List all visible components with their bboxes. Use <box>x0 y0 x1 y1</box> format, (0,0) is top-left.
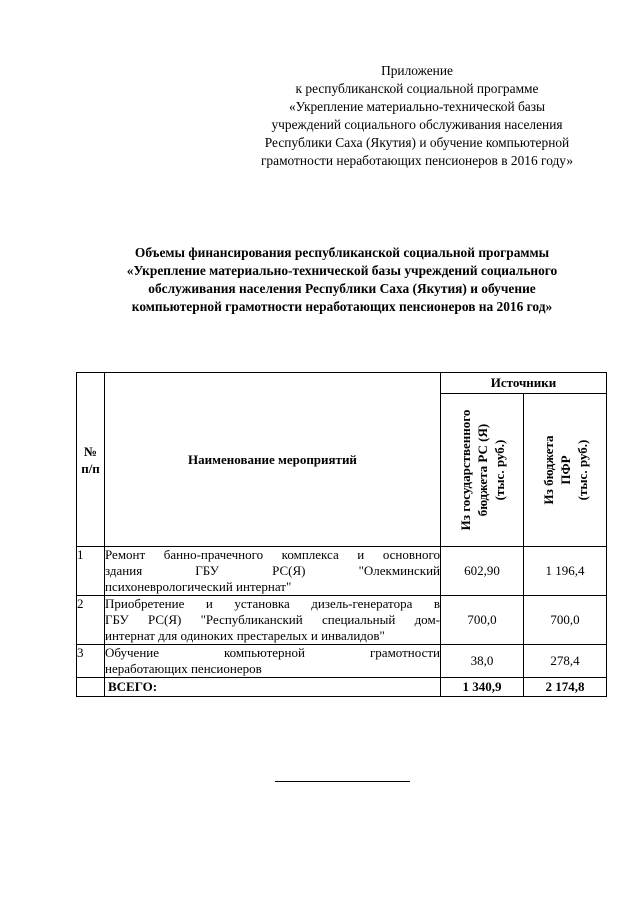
total-state-budget-value: 1 340,9 <box>441 678 524 697</box>
row-activity-line: ГБУ РС(Я) "Республиканский специальный дом- <box>105 612 440 627</box>
row-pfr-budget-value: 1 196,4 <box>524 547 607 596</box>
row-activity-line: Приобретение и установка дизель-генератора в <box>105 596 440 611</box>
appendix-line: Республики Саха (Якутия) и обучение компьютерной <box>264 135 570 150</box>
header-state-budget-line: Из государственного <box>457 409 473 531</box>
total-row <box>77 678 607 697</box>
document-title <box>64 244 620 316</box>
row-activity-name <box>105 645 441 678</box>
row-number: 2 <box>77 596 105 645</box>
header-sources: Источники <box>441 373 607 394</box>
separator-line <box>275 781 410 782</box>
header-state-budget-line: (тыс. руб.) <box>491 439 507 501</box>
title-line: «Укрепление материально-технической базы учреждений социального <box>126 263 558 278</box>
table-row <box>77 547 607 596</box>
header-state-budget-line: бюджета РС (Я) <box>474 423 490 517</box>
row-number: 1 <box>77 547 105 596</box>
header-pfr-budget <box>524 394 607 547</box>
header-number-line1: № <box>83 443 98 459</box>
row-activity-line: здания ГБУ РС(Я) "Олекминский <box>105 563 440 578</box>
table-row <box>77 645 607 678</box>
appendix-line: грамотности неработающих пенсионеров в 2016 году» <box>260 153 574 168</box>
row-activity-name <box>105 596 441 645</box>
row-activity-line: неработающих пенсионеров <box>105 661 262 676</box>
header-number-line2: п/п <box>81 460 100 476</box>
row-state-budget-value: 700,0 <box>441 596 524 645</box>
header-pfr-budget-line: Из бюджета <box>540 435 556 505</box>
row-activity-line: Ремонт банно-прачечного комплекса и основного <box>105 547 440 562</box>
total-label: ВСЕГО: <box>105 678 441 697</box>
header-number <box>77 373 105 547</box>
row-number: 3 <box>77 645 105 678</box>
row-activity-line: психоневрологический интернат" <box>105 579 292 594</box>
row-activity-name <box>105 547 441 596</box>
appendix-header <box>232 62 602 170</box>
row-pfr-budget-value: 700,0 <box>524 596 607 645</box>
row-state-budget-value: 602,90 <box>441 547 524 596</box>
header-state-budget <box>441 394 524 547</box>
total-number-cell <box>77 678 105 697</box>
title-line: компьютерной грамотности неработающих пенсионеров на 2016 год» <box>131 299 553 314</box>
total-pfr-budget-value: 2 174,8 <box>524 678 607 697</box>
row-pfr-budget-value: 278,4 <box>524 645 607 678</box>
financing-table <box>76 372 607 697</box>
title-line: обслуживания населения Республики Саха (Якутия) и обучение <box>148 281 536 296</box>
row-activity-line: интернат для одиноких престарелых и инвалидов" <box>105 628 385 643</box>
row-activity-line: Обучение компьютерной грамотности <box>105 645 440 660</box>
header-activity-name: Наименование мероприятий <box>105 373 441 547</box>
appendix-line: учреждений социального обслуживания населения <box>271 117 563 132</box>
row-state-budget-value: 38,0 <box>441 645 524 678</box>
appendix-line: «Укрепление материально-технической базы <box>288 99 546 114</box>
table-row <box>77 596 607 645</box>
title-line: Объемы финансирования республиканской социальной программы <box>134 245 550 260</box>
appendix-line: к республиканской социальной программе <box>295 81 539 96</box>
appendix-line: Приложение <box>381 63 453 78</box>
header-pfr-budget-line: ПФР <box>557 455 573 485</box>
header-pfr-budget-line: (тыс. руб.) <box>574 439 590 501</box>
